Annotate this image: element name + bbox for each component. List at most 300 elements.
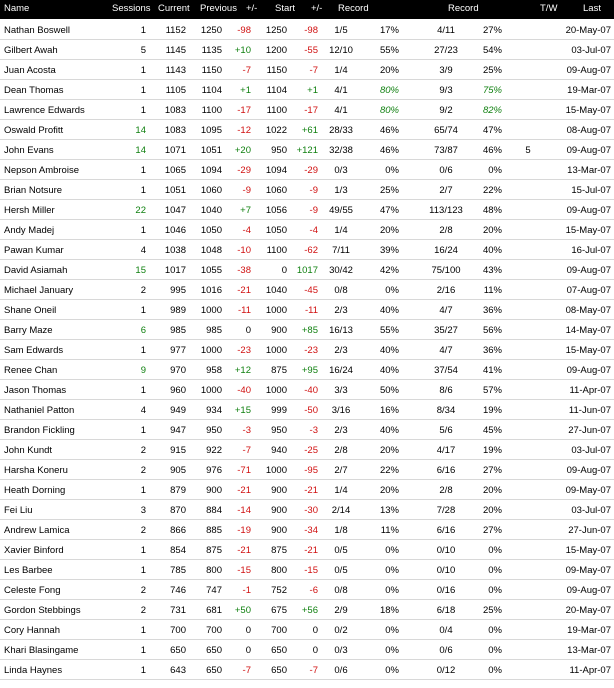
cell-change-previous: -38 bbox=[237, 265, 251, 276]
cell-last: 13-Mar-07 bbox=[567, 645, 611, 656]
cell-record-b: 4/11 bbox=[437, 25, 455, 36]
cell-current: 947 bbox=[170, 425, 186, 436]
cell-record-b: 0/6 bbox=[439, 645, 453, 656]
cell-record-a-pct: 46% bbox=[379, 125, 399, 136]
cell-sessions: 1 bbox=[140, 85, 146, 96]
cell-current: 1038 bbox=[164, 245, 186, 256]
cell-start: 900 bbox=[271, 325, 287, 336]
cell-sessions: 3 bbox=[140, 505, 146, 516]
cell-record-a: 1/4 bbox=[334, 485, 348, 496]
cell-name: Cory Hannah bbox=[4, 625, 60, 636]
cell-record-a: 3/3 bbox=[334, 385, 348, 396]
cell-change-previous: +10 bbox=[234, 45, 251, 56]
cell-change-previous: -11 bbox=[237, 305, 251, 316]
cell-record-a: 0/2 bbox=[334, 625, 348, 636]
cell-previous: 1150 bbox=[201, 65, 222, 76]
cell-name: Nathaniel Patton bbox=[4, 405, 75, 416]
cell-record-b-pct: 27% bbox=[482, 525, 502, 536]
cell-start: 1100 bbox=[266, 105, 287, 116]
cell-change-start: -6 bbox=[309, 585, 318, 596]
cell-change-previous: -3 bbox=[242, 425, 251, 436]
cell-record-b-pct: 11% bbox=[483, 285, 502, 296]
cell-change-previous: -19 bbox=[237, 525, 251, 536]
cell-change-previous: -23 bbox=[237, 345, 251, 356]
cell-start: 1000 bbox=[265, 465, 287, 476]
cell-name: Gilbert Awah bbox=[4, 45, 58, 56]
cell-record-b: 6/16 bbox=[436, 465, 456, 476]
cell-current: 700 bbox=[170, 625, 186, 636]
cell-record-a-pct: 22% bbox=[379, 465, 399, 476]
table-row bbox=[0, 400, 614, 420]
cell-current: 1105 bbox=[165, 85, 186, 96]
cell-name: Sam Edwards bbox=[4, 345, 64, 356]
cell-change-start: -25 bbox=[304, 445, 318, 456]
cell-record-b-pct: 19% bbox=[482, 405, 502, 416]
cell-record-a-pct: 0% bbox=[385, 585, 399, 596]
cell-record-b: 8/34 bbox=[436, 405, 456, 416]
cell-record-a: 12/10 bbox=[329, 45, 353, 56]
cell-start: 1000 bbox=[265, 305, 287, 316]
cell-previous: 875 bbox=[206, 545, 222, 556]
table-row bbox=[0, 540, 614, 560]
cell-record-a: 1/5 bbox=[334, 25, 348, 36]
table-row bbox=[0, 340, 614, 360]
header-start: Start bbox=[275, 3, 296, 14]
cell-previous: 1000 bbox=[200, 345, 222, 356]
cell-change-previous: -21 bbox=[237, 545, 251, 556]
cell-record-a: 4/1 bbox=[334, 85, 348, 96]
cell-current: 870 bbox=[170, 505, 186, 516]
cell-current: 905 bbox=[170, 465, 186, 476]
cell-start: 752 bbox=[271, 585, 287, 596]
cell-previous: 1050 bbox=[200, 225, 222, 236]
table-row bbox=[0, 220, 614, 240]
cell-record-a-pct: 25% bbox=[379, 185, 399, 196]
cell-record-a: 4/1 bbox=[334, 105, 348, 116]
cell-change-start: 1017 bbox=[296, 265, 318, 276]
cell-record-b: 27/23 bbox=[434, 45, 458, 56]
cell-record-a: 0/8 bbox=[334, 285, 348, 296]
cell-current: 977 bbox=[170, 345, 186, 356]
table-row bbox=[0, 620, 614, 640]
cell-previous: 1000 bbox=[200, 385, 222, 396]
cell-start: 900 bbox=[271, 485, 287, 496]
cell-record-a: 1/3 bbox=[334, 185, 348, 196]
cell-record-a-pct: 39% bbox=[379, 245, 399, 256]
table-row bbox=[0, 320, 614, 340]
cell-record-b: 4/7 bbox=[439, 345, 453, 356]
table-row bbox=[0, 140, 614, 160]
cell-start: 1100 bbox=[266, 245, 287, 256]
cell-current: 1047 bbox=[164, 205, 186, 216]
cell-record-a: 16/24 bbox=[329, 365, 353, 376]
cell-change-start: -9 bbox=[309, 205, 318, 216]
cell-record-b-pct: 82% bbox=[482, 105, 502, 116]
cell-name: Andy Madej bbox=[4, 225, 55, 236]
cell-record-a: 2/8 bbox=[334, 445, 348, 456]
cell-record-a: 28/33 bbox=[329, 125, 353, 136]
cell-record-b-pct: 41% bbox=[482, 365, 502, 376]
cell-change-start: -3 bbox=[309, 425, 318, 436]
cell-last: 15-May-07 bbox=[565, 345, 611, 356]
cell-sessions: 1 bbox=[140, 345, 146, 356]
cell-start: 1094 bbox=[265, 165, 287, 176]
cell-name: Pawan Kumar bbox=[4, 245, 64, 256]
cell-sessions: 6 bbox=[140, 325, 146, 336]
cell-previous: 800 bbox=[206, 565, 222, 576]
cell-current: 1083 bbox=[164, 105, 186, 116]
cell-last: 09-May-07 bbox=[565, 485, 611, 496]
cell-sessions: 14 bbox=[135, 145, 146, 156]
cell-change-start: +1 bbox=[307, 85, 318, 96]
cell-record-a: 2/9 bbox=[334, 605, 348, 616]
cell-sessions: 1 bbox=[140, 225, 146, 236]
cell-record-a: 2/3 bbox=[334, 345, 348, 356]
cell-record-b: 0/10 bbox=[436, 565, 456, 576]
cell-record-b: 9/3 bbox=[439, 85, 453, 96]
cell-change-previous: +7 bbox=[240, 205, 251, 216]
cell-record-a-pct: 0% bbox=[385, 565, 399, 576]
cell-record-b: 3/9 bbox=[439, 65, 453, 76]
cell-name: Lawrence Edwards bbox=[4, 105, 85, 116]
cell-record-a: 0/3 bbox=[334, 645, 348, 656]
cell-change-start: -95 bbox=[304, 465, 318, 476]
cell-change-previous: 0 bbox=[245, 645, 251, 656]
cell-start: 1050 bbox=[265, 225, 287, 236]
header-sessions: Sessions bbox=[112, 3, 151, 14]
cell-record-b-pct: 43% bbox=[482, 265, 502, 276]
cell-last: 09-May-07 bbox=[565, 565, 611, 576]
cell-last: 03-Jul-07 bbox=[571, 445, 611, 456]
cell-last: 16-Jul-07 bbox=[571, 245, 611, 256]
cell-last: 19-Mar-07 bbox=[567, 85, 611, 96]
cell-sessions: 1 bbox=[140, 25, 146, 36]
table-row bbox=[0, 60, 614, 80]
cell-sessions: 2 bbox=[140, 465, 146, 476]
cell-last: 03-Jul-07 bbox=[571, 505, 611, 516]
cell-record-a: 7/11 bbox=[332, 245, 350, 256]
cell-record-a: 1/8 bbox=[334, 525, 348, 536]
cell-start: 900 bbox=[271, 505, 287, 516]
cell-record-a: 30/42 bbox=[329, 265, 353, 276]
cell-record-a: 2/3 bbox=[334, 305, 348, 316]
cell-last: 15-May-07 bbox=[565, 545, 611, 556]
cell-sessions: 2 bbox=[140, 285, 146, 296]
cell-change-start: 0 bbox=[312, 625, 318, 636]
cell-name: Fei Liu bbox=[4, 505, 33, 516]
cell-start: 1250 bbox=[265, 25, 287, 36]
cell-record-a-pct: 47% bbox=[379, 205, 399, 216]
table-row bbox=[0, 280, 614, 300]
cell-previous: 1000 bbox=[200, 305, 222, 316]
cell-record-b-pct: 25% bbox=[482, 605, 502, 616]
table-row bbox=[0, 180, 614, 200]
cell-change-previous: 0 bbox=[245, 625, 251, 636]
cell-sessions: 9 bbox=[140, 365, 146, 376]
cell-sessions: 4 bbox=[140, 245, 146, 256]
cell-record-a: 49/55 bbox=[329, 205, 353, 216]
cell-sessions: 2 bbox=[140, 585, 146, 596]
cell-record-a-pct: 18% bbox=[379, 605, 399, 616]
cell-last: 09-Aug-07 bbox=[566, 145, 611, 156]
cell-record-b: 113/123 bbox=[429, 205, 463, 216]
cell-current: 970 bbox=[170, 365, 186, 376]
cell-record-a-pct: 80% bbox=[379, 85, 399, 96]
cell-record-a: 0/5 bbox=[334, 565, 348, 576]
cell-previous: 1094 bbox=[200, 165, 222, 176]
cell-previous: 1040 bbox=[200, 205, 222, 216]
cell-record-a-pct: 40% bbox=[379, 365, 399, 376]
table-row bbox=[0, 380, 614, 400]
cell-sessions: 1 bbox=[140, 485, 146, 496]
cell-change-previous: +12 bbox=[234, 365, 251, 376]
cell-record-b: 4/17 bbox=[436, 445, 456, 456]
cell-start: 1104 bbox=[266, 85, 287, 96]
cell-change-start: -34 bbox=[304, 525, 318, 536]
cell-change-start: -11 bbox=[304, 305, 318, 316]
cell-sessions: 22 bbox=[135, 205, 146, 216]
cell-start: 1000 bbox=[265, 385, 287, 396]
cell-record-b: 2/7 bbox=[439, 185, 453, 196]
cell-start: 1000 bbox=[265, 345, 287, 356]
cell-record-b-pct: 0% bbox=[488, 545, 502, 556]
cell-start: 950 bbox=[271, 425, 287, 436]
cell-record-a: 0/6 bbox=[334, 665, 348, 676]
cell-current: 1152 bbox=[165, 25, 186, 36]
cell-record-b: 73/87 bbox=[434, 145, 458, 156]
cell-name: Andrew Lamica bbox=[4, 525, 70, 536]
cell-previous: 700 bbox=[206, 625, 222, 636]
cell-record-a: 1/4 bbox=[334, 65, 348, 76]
cell-sessions: 4 bbox=[140, 405, 146, 416]
header-last: Last bbox=[583, 3, 601, 14]
cell-record-b-pct: 46% bbox=[482, 145, 502, 156]
cell-change-start: +121 bbox=[296, 145, 318, 156]
cell-start: 875 bbox=[271, 365, 287, 376]
cell-sessions: 1 bbox=[140, 645, 146, 656]
cell-sessions: 1 bbox=[140, 65, 146, 76]
cell-sessions: 14 bbox=[135, 125, 146, 136]
cell-change-previous: -7 bbox=[242, 65, 251, 76]
cell-sessions: 15 bbox=[135, 265, 146, 276]
cell-sessions: 2 bbox=[140, 525, 146, 536]
table-row bbox=[0, 160, 614, 180]
cell-previous: 884 bbox=[206, 505, 222, 516]
cell-current: 785 bbox=[170, 565, 186, 576]
cell-record-b-pct: 0% bbox=[488, 565, 502, 576]
cell-previous: 900 bbox=[206, 485, 222, 496]
cell-current: 1143 bbox=[165, 65, 186, 76]
cell-name: John Kundt bbox=[4, 445, 53, 456]
cell-change-start: -4 bbox=[309, 225, 318, 236]
cell-record-b: 5/6 bbox=[439, 425, 453, 436]
cell-last: 11-Apr-07 bbox=[569, 665, 611, 676]
cell-previous: 650 bbox=[206, 645, 222, 656]
cell-previous: 1104 bbox=[201, 85, 222, 96]
cell-change-previous: -29 bbox=[237, 165, 251, 176]
cell-current: 985 bbox=[170, 325, 186, 336]
cell-last: 13-Mar-07 bbox=[567, 165, 611, 176]
cell-change-start: -29 bbox=[304, 165, 318, 176]
cell-change-previous: -17 bbox=[237, 105, 251, 116]
cell-start: 650 bbox=[271, 645, 287, 656]
header-change-previous: +/- bbox=[246, 3, 258, 14]
cell-change-start: -62 bbox=[304, 245, 318, 256]
cell-record-a-pct: 40% bbox=[379, 305, 399, 316]
cell-start: 999 bbox=[271, 405, 287, 416]
cell-record-b: 2/8 bbox=[439, 225, 453, 236]
header-tw: T/W bbox=[540, 3, 558, 14]
cell-previous: 747 bbox=[206, 585, 222, 596]
cell-record-a-pct: 20% bbox=[379, 225, 399, 236]
cell-change-previous: -40 bbox=[237, 385, 251, 396]
cell-name: Les Barbee bbox=[4, 565, 53, 576]
cell-last: 15-May-07 bbox=[565, 105, 611, 116]
cell-record-b-pct: 27% bbox=[482, 465, 502, 476]
cell-sessions: 5 bbox=[140, 45, 146, 56]
cell-record-a-pct: 55% bbox=[379, 45, 399, 56]
cell-name: Harsha Koneru bbox=[4, 465, 68, 476]
table-row bbox=[0, 440, 614, 460]
cell-change-previous: +50 bbox=[234, 605, 251, 616]
cell-record-a-pct: 42% bbox=[379, 265, 399, 276]
cell-last: 20-May-07 bbox=[565, 25, 611, 36]
cell-sessions: 1 bbox=[140, 425, 146, 436]
cell-record-b-pct: 20% bbox=[482, 225, 502, 236]
cell-record-b: 65/74 bbox=[434, 125, 458, 136]
cell-record-b-pct: 19% bbox=[482, 445, 502, 456]
cell-previous: 1048 bbox=[200, 245, 222, 256]
cell-record-b: 0/16 bbox=[436, 585, 456, 596]
cell-change-start: -98 bbox=[304, 25, 318, 36]
cell-change-previous: -71 bbox=[237, 465, 251, 476]
cell-change-start: +85 bbox=[301, 325, 318, 336]
cell-previous: 650 bbox=[206, 665, 222, 676]
cell-sessions: 1 bbox=[140, 565, 146, 576]
cell-previous: 1100 bbox=[201, 105, 222, 116]
cell-name: Michael January bbox=[4, 285, 74, 296]
cell-previous: 1016 bbox=[200, 285, 222, 296]
cell-change-start: -17 bbox=[304, 105, 318, 116]
header-record-a: Record bbox=[338, 3, 369, 14]
cell-record-b-pct: 36% bbox=[482, 345, 502, 356]
cell-start: 700 bbox=[271, 625, 287, 636]
cell-previous: 950 bbox=[206, 425, 222, 436]
cell-record-a-pct: 50% bbox=[379, 385, 399, 396]
cell-change-start: -9 bbox=[309, 185, 318, 196]
cell-previous: 1055 bbox=[200, 265, 222, 276]
cell-record-a-pct: 11% bbox=[380, 525, 399, 536]
cell-record-a-pct: 16% bbox=[379, 405, 399, 416]
cell-name: Shane Oneil bbox=[4, 305, 57, 316]
cell-name: Juan Acosta bbox=[4, 65, 56, 76]
cell-start: 675 bbox=[271, 605, 287, 616]
cell-name: Barry Maze bbox=[4, 325, 53, 336]
cell-name: Hersh Miller bbox=[4, 205, 55, 216]
cell-change-start: -50 bbox=[304, 405, 318, 416]
cell-last: 15-May-07 bbox=[565, 225, 611, 236]
cell-change-previous: -15 bbox=[237, 565, 251, 576]
cell-name: Nepson Ambroise bbox=[4, 165, 79, 176]
cell-change-previous: 0 bbox=[245, 325, 251, 336]
cell-sessions: 1 bbox=[140, 665, 146, 676]
cell-name: Brandon Fickling bbox=[4, 425, 75, 436]
cell-change-start: -55 bbox=[304, 45, 318, 56]
header-name: Name bbox=[4, 3, 30, 14]
table-row bbox=[0, 500, 614, 520]
cell-current: 879 bbox=[170, 485, 186, 496]
cell-current: 854 bbox=[170, 545, 186, 556]
cell-start: 950 bbox=[271, 145, 287, 156]
table-row bbox=[0, 580, 614, 600]
cell-last: 09-Aug-07 bbox=[566, 365, 611, 376]
table-row bbox=[0, 80, 614, 100]
cell-record-a-pct: 0% bbox=[385, 545, 399, 556]
table-row bbox=[0, 640, 614, 660]
cell-name: Heath Dorning bbox=[4, 485, 66, 496]
cell-start: 1060 bbox=[265, 185, 287, 196]
cell-name: David Asiamah bbox=[4, 265, 68, 276]
cell-last: 20-May-07 bbox=[565, 605, 611, 616]
cell-record-a-pct: 20% bbox=[379, 65, 399, 76]
cell-record-b: 6/16 bbox=[436, 525, 456, 536]
cell-previous: 1051 bbox=[200, 145, 222, 156]
cell-record-b: 0/6 bbox=[439, 165, 453, 176]
cell-current: 866 bbox=[170, 525, 186, 536]
cell-current: 1065 bbox=[164, 165, 186, 176]
cell-start: 1200 bbox=[265, 45, 287, 56]
cell-record-a-pct: 13% bbox=[379, 505, 399, 516]
cell-record-a: 0/3 bbox=[334, 165, 348, 176]
cell-record-b-pct: 0% bbox=[488, 665, 502, 676]
cell-last: 09-Aug-07 bbox=[566, 265, 611, 276]
cell-record-a: 1/4 bbox=[334, 225, 348, 236]
cell-record-b-pct: 25% bbox=[482, 65, 502, 76]
cell-record-a-pct: 46% bbox=[379, 145, 399, 156]
cell-previous: 922 bbox=[206, 445, 222, 456]
cell-change-previous: -21 bbox=[237, 485, 251, 496]
cell-record-b-pct: 57% bbox=[482, 385, 502, 396]
cell-record-a: 2/7 bbox=[334, 465, 348, 476]
cell-record-b-pct: 0% bbox=[488, 585, 502, 596]
table-row bbox=[0, 100, 614, 120]
table-row bbox=[0, 40, 614, 60]
cell-last: 11-Apr-07 bbox=[569, 385, 611, 396]
cell-name: Dean Thomas bbox=[4, 85, 64, 96]
cell-record-b-pct: 27% bbox=[482, 25, 502, 36]
cell-name: Nathan Boswell bbox=[4, 25, 71, 36]
cell-previous: 1250 bbox=[200, 25, 222, 36]
cell-record-b-pct: 20% bbox=[482, 485, 502, 496]
cell-change-start: -21 bbox=[304, 485, 318, 496]
cell-name: Renee Chan bbox=[4, 365, 58, 376]
cell-start: 1040 bbox=[265, 285, 287, 296]
cell-record-a: 2/14 bbox=[331, 505, 351, 516]
cell-previous: 681 bbox=[206, 605, 222, 616]
cell-record-a-pct: 17% bbox=[379, 25, 399, 36]
cell-current: 1017 bbox=[164, 265, 186, 276]
cell-record-b-pct: 20% bbox=[482, 505, 502, 516]
table-row bbox=[0, 600, 614, 620]
header-change-start: +/- bbox=[311, 3, 323, 14]
cell-last: 08-Aug-07 bbox=[566, 125, 611, 136]
cell-change-start: -30 bbox=[304, 505, 318, 516]
cell-record-a: 0/8 bbox=[334, 585, 348, 596]
cell-start: 1150 bbox=[266, 65, 287, 76]
cell-record-a-pct: 0% bbox=[385, 645, 399, 656]
cell-sessions: 1 bbox=[140, 185, 146, 196]
cell-record-b-pct: 0% bbox=[488, 165, 502, 176]
